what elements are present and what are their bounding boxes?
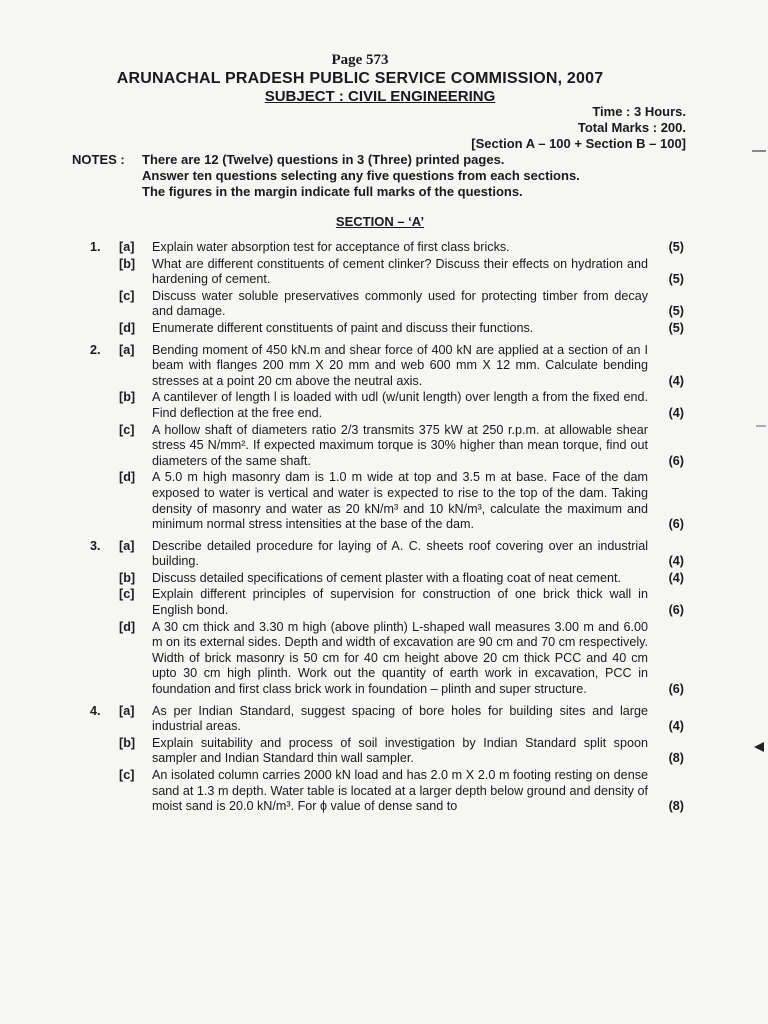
scan-arrow-mark	[754, 742, 764, 752]
part-text: Explain different principles of supervision for construction of one brick thick wall in English bond.	[152, 587, 648, 618]
question-part	[0, 423, 768, 470]
part-marks: (8)	[668, 799, 684, 814]
part-text: A cantilever of length l is loaded with udl (w/unit length) over length a from the fixed end. Find deflection at the free end.	[152, 390, 648, 420]
question-number: 1.	[90, 240, 101, 254]
part-text: Enumerate different constituents of paint and discuss their functions.	[152, 320, 534, 335]
part-marks: (4)	[668, 373, 684, 388]
notes-line-3: The figures in the margin indicate full marks of the questions.	[142, 184, 523, 199]
part-marks: (6)	[668, 453, 684, 468]
notes-label: NOTES :	[72, 152, 125, 167]
part-label: [b]	[119, 735, 136, 750]
question-part	[0, 704, 768, 735]
part-marks: (5)	[668, 272, 684, 287]
notes-line-2: Answer ten questions selecting any five questions from each sections.	[142, 168, 580, 183]
section-title: SECTION – ‘A’	[335, 214, 425, 229]
part-label: [c]	[119, 288, 135, 303]
part-marks: (6)	[668, 682, 684, 697]
part-label: [c]	[119, 768, 135, 782]
question-part	[0, 343, 768, 390]
part-marks: (5)	[668, 304, 684, 319]
exam-total-marks: Total Marks : 200.	[577, 120, 686, 135]
question-part	[0, 470, 768, 532]
question-part	[0, 620, 768, 698]
question	[0, 704, 768, 815]
part-label: [c]	[119, 422, 135, 437]
part-text: Discuss detailed specifications of cement plaster with a floating coat of neat cement.	[152, 570, 622, 585]
part-label: [d]	[119, 619, 136, 634]
part-text: Explain water absorption test for acceptance of first class bricks.	[152, 240, 510, 254]
scan-mark	[752, 150, 766, 152]
question-part	[0, 289, 768, 320]
part-marks: (5)	[668, 240, 684, 254]
question-number: 3.	[90, 538, 101, 553]
exam-title: ARUNACHAL PRADESH PUBLIC SERVICE COMMISSION, 2007	[116, 70, 604, 87]
question-part	[0, 768, 768, 815]
question-part	[0, 321, 768, 337]
part-text: Describe detailed procedure for laying of A. C. sheets roof covering over an industrial building.	[152, 538, 648, 569]
exam-sections: [Section A – 100 + Section B – 100]	[471, 136, 686, 151]
question-part	[0, 571, 768, 587]
part-text: An isolated column carries 2000 kN load and has 2.0 m X 2.0 m footing resting on dense sand at 1.3 m depth. Water table is located at a larger depth below ground and density of moist sand is 20.0 kN/m³. For ϕ value of dense sand to	[152, 768, 648, 814]
exam-time: Time : 3 Hours.	[592, 104, 686, 119]
part-text: As per Indian Standard, suggest spacing of bore holes for building sites and large industrial areas.	[152, 703, 648, 734]
question-part	[0, 587, 768, 618]
question-number: 4.	[90, 703, 101, 718]
part-text: A 5.0 m high masonry dam is 1.0 m wide at top and 3.5 m at base. Face of the dam exposed to water is vertical and water is expected to rise to the top of the dam. Taking density of masonry and water as 20 kN/m³ and 10 kN/m³, calculate the maximum and minimum normal stress intensities at the base of the dam.	[152, 470, 648, 532]
part-label: [a]	[119, 538, 135, 553]
question-part	[0, 736, 768, 767]
part-label: [a]	[119, 240, 135, 254]
part-label: [b]	[119, 256, 136, 271]
part-text: Discuss water soluble preservatives commonly used for protecting timber from decay and damage.	[152, 288, 648, 319]
part-marks: (6)	[668, 517, 684, 532]
part-marks: (4)	[668, 554, 684, 569]
question-part	[0, 240, 768, 256]
question-number: 2.	[90, 342, 101, 357]
part-marks: (6)	[668, 603, 684, 618]
question-part	[0, 390, 768, 421]
part-marks: (8)	[668, 751, 684, 766]
part-text: Explain suitability and process of soil investigation by Indian Standard split spoon sampler and Indian Standard thin wall sampler.	[152, 735, 648, 766]
part-text: A hollow shaft of diameters ratio 2/3 transmits 375 kW at 250 r.p.m. at allowable shear stress 45 N/mm². If expected maximum torque is 30% higher than mean torque, find out diameters of the same shaft.	[152, 422, 648, 468]
question	[0, 539, 768, 698]
part-text: Bending moment of 450 kN.m and shear force of 400 kN are applied at a section of an I beam with flanges 200 mm X 20 mm and web 600 mm X 12 mm. Calculate bending stresses at a point 20 cm above the neutral axis.	[152, 342, 648, 388]
part-text: What are different constituents of cement clinker? Discuss their effects on hydration and hardening of cement.	[152, 256, 648, 287]
part-marks: (5)	[668, 320, 684, 335]
part-marks: (4)	[668, 405, 684, 420]
part-text: A 30 cm thick and 3.30 m high (above plinth) L-shaped wall measures 3.00 m and 6.00 m on its external sides. Depth and width of excavation are 90 cm and 70 cm respectively. Width of brick masonry is 50 cm for 40 cm height above 20 cm thick PCC and 40 cm upto 30 cm high plinth. Work out the quantity of earth work in excavation, PCC in foundation and first class brick work in foundation – plinth and super structure.	[152, 619, 648, 697]
part-marks: (4)	[668, 719, 684, 734]
questions-list	[0, 240, 768, 821]
scan-mark	[756, 425, 766, 427]
part-label: [c]	[119, 587, 135, 602]
part-label: [a]	[119, 703, 135, 718]
question-part	[0, 257, 768, 288]
part-label: [d]	[119, 470, 136, 485]
part-label: [d]	[119, 320, 136, 335]
question-part	[0, 539, 768, 570]
question	[0, 240, 768, 337]
exam-subject: SUBJECT : CIVIL ENGINEERING	[264, 88, 496, 105]
part-marks: (4)	[668, 570, 684, 585]
question	[0, 343, 768, 533]
notes-line-1: There are 12 (Twelve) questions in 3 (Three) printed pages.	[142, 152, 505, 167]
part-label: [b]	[119, 570, 136, 585]
part-label: [b]	[119, 390, 136, 405]
page-number: Page 573	[331, 52, 389, 68]
part-label: [a]	[119, 342, 135, 357]
notes-block	[72, 152, 692, 200]
